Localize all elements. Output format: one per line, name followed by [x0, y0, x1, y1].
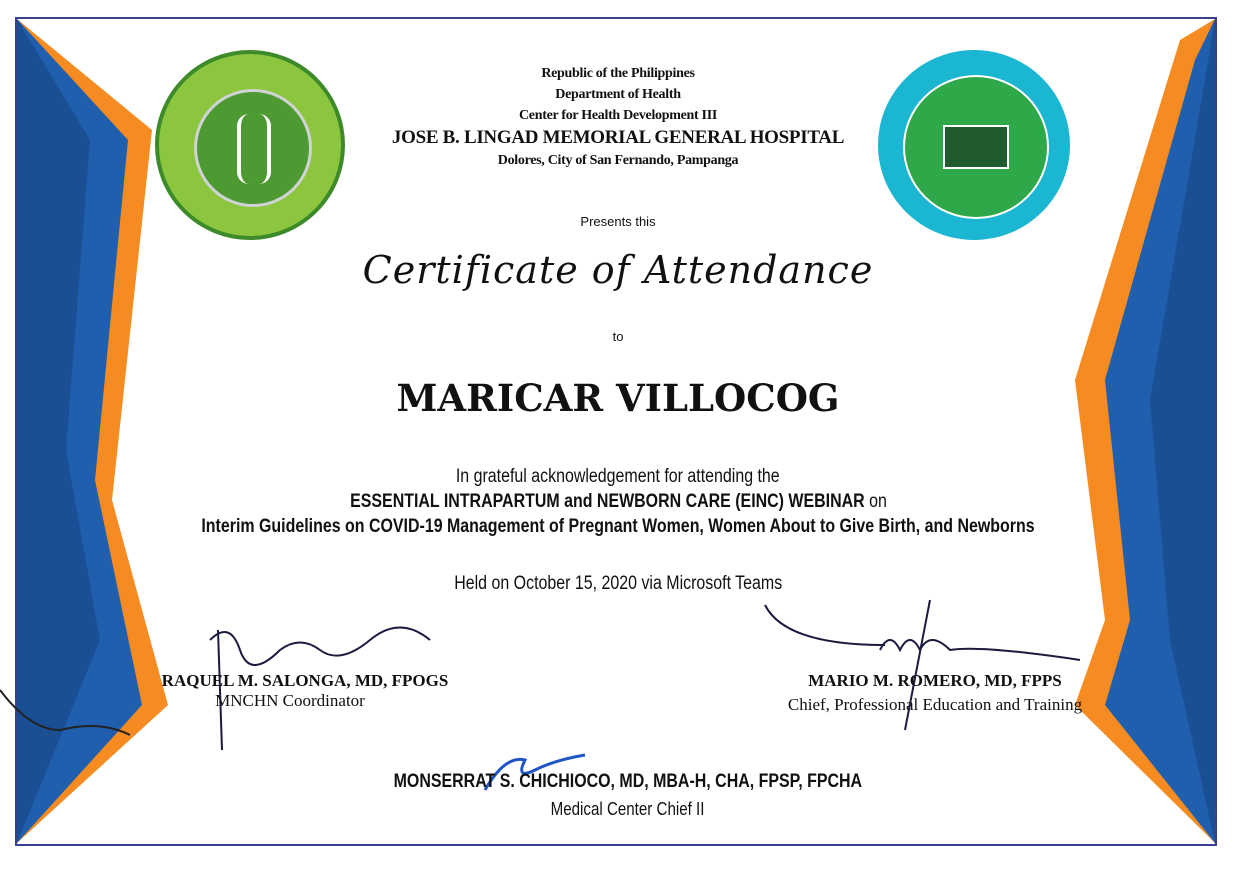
signatory-right — [740, 671, 1130, 715]
signatory-title: Medical Center Chief II — [551, 799, 705, 819]
webinar-on: on — [864, 491, 887, 512]
signatory-name: RAQUEL M. SALONGA, MD, FPOGS — [161, 671, 449, 690]
header-center: Center for Health Development III — [519, 108, 717, 123]
signatory-title: Chief, Professional Education and Training — [787, 695, 1083, 714]
recipient-name: MARICAR VILLOCOG — [396, 376, 840, 420]
signatory-name: MONSERRAT S. CHICHIOCO, MD, MBA-H, CHA, FPSP, FPCHA — [393, 771, 863, 792]
webinar-title: ESSENTIAL INTRAPARTUM and NEWBORN CARE (EINC) WEBINAR — [349, 491, 865, 512]
signatory-title: MNCHN Coordinator — [215, 691, 365, 710]
header-hospital-name: JOSE B. LINGAD MEMORIAL GENERAL HOSPITAL — [391, 127, 845, 148]
signatory-name: MARIO M. ROMERO, MD, FPPS — [808, 671, 1062, 690]
held-date: Held on October 15, 2020 via Microsoft Teams — [454, 573, 782, 594]
header-address: Dolores, City of San Fernando, Pampanga — [497, 153, 739, 168]
webinar-subtitle: Interim Guidelines on COVID-19 Management of Pregnant Women, Women About to Give Birth, and Newborns — [201, 516, 1035, 537]
signatory-center — [0, 771, 1236, 820]
to-text: to — [612, 329, 624, 344]
certificate-title: Certificate of Attendance — [362, 248, 874, 292]
acknowledgement-line: In grateful acknowledgement for attending the — [456, 466, 780, 487]
header-department: Department of Health — [555, 87, 681, 102]
signatory-left — [120, 671, 490, 711]
header-republic: Republic of the Philippines — [541, 66, 695, 81]
presents-text: Presents this — [580, 214, 656, 229]
